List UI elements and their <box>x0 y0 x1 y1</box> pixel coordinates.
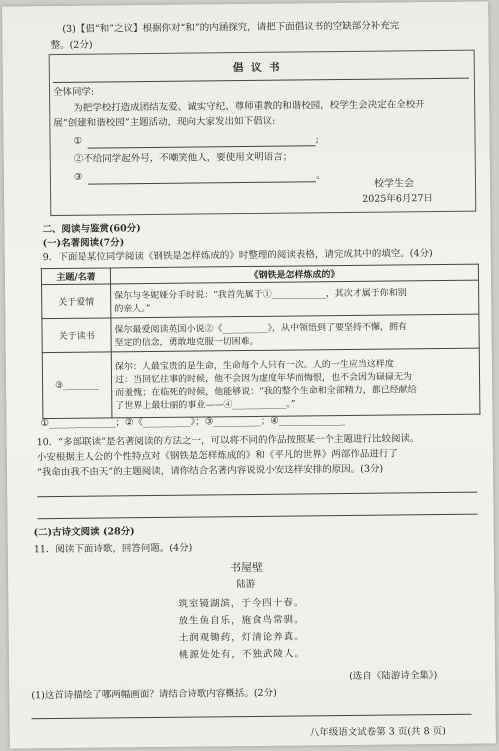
proposal-greeting: 全体同学: <box>52 86 95 99</box>
q11-answer-line[interactable] <box>32 714 472 720</box>
poem-line: 筑室镜湖滨，于今四十春。 <box>178 597 305 610</box>
row-topic-blank[interactable]: ③________ <box>42 352 112 419</box>
page-footer: 八年级语文试卷第 3 页(共 8 页) <box>309 725 446 739</box>
row-line: 过：当回忆往事的时候，他不会因为虚度年华而悔恨，也不会因为碌碌无为 <box>114 371 413 385</box>
proposal-date: 2025年6月27日 <box>362 193 434 205</box>
q3-line1: (3)【倡“和”之议】根据你对“和”的内涵探究，请把下面倡议书的空缺部分补充完 <box>62 20 400 35</box>
row-line: 保尔最爱阅读英国小说②《__________》，从中领悟到了要坚持不懈，拥有 <box>114 321 408 335</box>
row-line: 了世界上最壮丽的事业——④____________。” <box>115 399 296 411</box>
q3-line2: 整。(2分) <box>50 39 93 52</box>
exam-page: (3)【倡“和”之议】根据你对“和”的内涵探究，请把下面倡议书的空缺部分补充完 整。(2分) 倡 议 书 全体同学: 为把学校打造成团结友爱、诚实守纪、尊师重教的和谐校园，校学生会决定在全校开 展“创建和谐校园”主题活动，现向大家发出如下倡议: ① ; ②不给同学起外号，不嘲笑他人，要使用文明语言； ③ 。 校学生会 2025年6月27日 二、阅读与鉴赏(60分) (一)名著阅读(7分) 9．下面是某位同学阅读《钢铁是怎样炼成的》时整理的阅读表格，请完成其中的填空。(4分) 主题/名著 《钢铁是怎样炼成的》 关于爱情 保尔与冬妮娅分手时说：“我首先属于①____________，其次才属于你和别 的亲人。” 关于读书 保尔最爱阅读英国小说②《__________》，从中领悟到了要坚持不懈，拥有 坚定的信念，勇敢地克服一切困难。 ③________ 保尔：人最宝贵的是生命，生命每个人只有一次。人的一生应当这样度 过：当回忆往事的时候，他不会因为虚度年华而悔恨，也不会因为碌碌无为 而羞愧；在临死的时候，他能够说：“我的整个生命和全部精力，都已经献给 了世界上最壮丽的事业——④____________。” ①______________；②《__________》；③__________；④______________ 10．“多部联读”是名著阅读的方法之一，可以将不同的作品按照某一个主题进行比较阅读。 小安根据主人公的个性特点对《钢铁是怎样炼成的》和《平凡的世界》两部作品进行了 “我命由我不由天”的主题阅读，请你结合名著内容说说小安这样安排的原因。(3分) (二)古诗文阅读 (28分) 11．阅读下面诗歌，回答问题。(4分) 书屋壁 陆游 筑室镜湖滨，于今四十春。 放生鱼自乐，施食鸟常驯。 土润观锄药，灯清论养真。 桃源处处有，不独武陵人。 (选自《陆游诗全集》) (1)这首诗描绘了哪两幅画面？请结合诗歌内容概括。(2分) 八年级语文试卷第 3 页(共 8 页) <box>2 1 496 748</box>
poem-poet: 陆游 <box>236 578 256 591</box>
table-header-book: 《钢铁是怎样炼成的》 <box>110 264 478 284</box>
poem-line: 土润观锄药，灯清论养真。 <box>178 631 305 644</box>
q10-line3: “我命由我不由天”的主题阅读，请你结合名著内容说说小安这样安排的原因。(3分) <box>36 463 384 479</box>
table-row <box>42 314 479 353</box>
poem-title: 书屋壁 <box>229 560 264 575</box>
row-line: 的亲人。” <box>114 303 151 314</box>
proposal-signature: 校学生会 <box>373 178 415 190</box>
q10-line1: 10．“多部联读”是名著阅读的方法之一，可以将不同的作品按照某一个主题进行比较阅读。 <box>36 433 420 449</box>
answers-line[interactable]: ①______________；②《__________》；③__________；④______________ <box>40 414 346 430</box>
proposal-box <box>49 50 477 216</box>
proposal-item3: ③ <box>73 171 83 183</box>
row-topic: 关于读书 <box>42 318 111 353</box>
proposal-item2: ②不给同学起外号，不嘲笑他人，要使用文明语言； <box>73 151 293 165</box>
q9-text: 9．下面是某位同学阅读《钢铁是怎样炼成的》时整理的阅读表格，请完成其中的填空。(4分) <box>42 248 433 264</box>
q11-sub1: (1)这首诗描绘了哪两幅画面？请结合诗歌内容概括。(2分) <box>31 687 277 702</box>
poem-line: 桃源处处有，不独武陵人。 <box>178 648 305 661</box>
section2-heading: 二、阅读与鉴赏(60分) <box>42 223 141 236</box>
proposal-item1: ① <box>73 135 83 147</box>
table-row <box>42 348 480 419</box>
q11-text: 11．阅读下面诗歌，回答问题。(4分) <box>33 542 193 556</box>
q10-answer-line-2[interactable] <box>37 514 477 520</box>
q10-line2: 小安根据主人公的个性特点对《钢铁是怎样炼成的》和《平凡的世界》两部作品进行了 <box>36 448 398 464</box>
poem-line: 放生鱼自乐，施食鸟常驯。 <box>178 614 305 627</box>
reading-table <box>41 264 481 420</box>
poem-section-heading: (二)古诗文阅读 (28分) <box>33 526 135 539</box>
section2-sub1: (一)名著阅读(7分) <box>42 237 125 250</box>
row-line: 而羞愧；在临死的时候，他能够说：“我的整个生命和全部精力，都已经献给 <box>115 384 417 398</box>
row-line: 保尔与冬妮娅分手时说：“我首先属于①____________，其次才属于你和别 <box>114 287 407 301</box>
table-row <box>42 280 479 319</box>
row-topic: 关于爱情 <box>42 284 111 319</box>
row-line: 保尔：人最宝贵的是生命，生命每个人只有一次。人的一生应当这样度 <box>114 358 394 372</box>
table-header-topic: 主题/名著 <box>41 268 110 285</box>
proposal-body1: 为把学校打造成团结友爱、诚实守纪、尊师重教的和谐校园，校学生会决定在全校开 <box>73 99 425 114</box>
q10-answer-line-1[interactable] <box>37 492 477 498</box>
row-line: 坚定的信念，勇敢地克服一切困难。 <box>114 336 259 348</box>
proposal-body2: 展“创建和谐校园”主题活动，现向大家发出如下倡议: <box>53 115 276 130</box>
poem-source: (选自《陆游诗全集》) <box>349 670 438 682</box>
proposal-title: 倡 议 书 <box>232 61 282 75</box>
